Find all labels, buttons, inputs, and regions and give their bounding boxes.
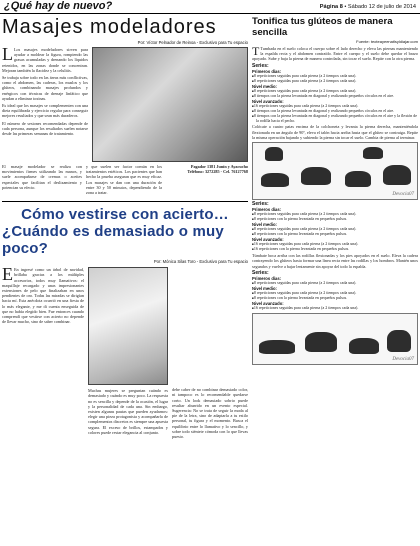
- list-item: ■ 8 repeticiones seguidas para cada pierna (a 2 tiempos cada una).: [252, 227, 418, 232]
- massage-paragraph: Se trabaja sobre todo en las áreas más conflictivas, como el abdomen, las caderas, los muslos y los glúteos, combinando masajes profundos y enérgicos con técnicas de drenaje linfático que ayudan a eliminar toxinas.: [2, 75, 88, 101]
- massage-photo: [92, 47, 248, 162]
- toning-source: Fuente: teoteayeenatlsyldiajar.com: [356, 39, 418, 44]
- list-item: ■ 8 tiempos con la pierna levantada en diagonal y realizando pequeños círculos en el aire y la flexión de la rodilla hacia el pecho.: [252, 114, 418, 124]
- list-item: ■ 8 repeticiones seguidas para cada pierna (a 2 tiempos cada una).: [252, 281, 418, 286]
- massage-paragraph: El número de sesiones recomendadas depende de cada persona, aunque los resultados suelen notarse desde las primeras semanas de tratamiento.: [2, 120, 88, 137]
- image-caption: Devocia07: [392, 356, 414, 362]
- section-divider: [2, 201, 248, 202]
- toning-paragraph: Colócate a cuatro patas encima de la colchoneta y levanta la pierna derecha, manteniéndola flexionada en un ángulo de 90º, eleva el talón hacia arriba hasta que el glúteo se contraiga. Repite la misma operación bajando y subiendo la pierna sin tocar el suelo. Cambia de pierna al terminar.: [252, 124, 418, 140]
- toning-title: Tonifica tus glúteos de manera sencilla: [252, 16, 393, 38]
- massage-title: Masajes modeladores: [2, 16, 217, 38]
- page-header: [0, 0, 420, 14]
- list-item: ■ 8 tiempos con la pierna levantada en diagonal y realizando pequeños círculos en el aire.: [252, 94, 418, 99]
- level-heading: Nivel medio:: [252, 222, 277, 228]
- figure-shape: [301, 167, 331, 185]
- list-item: ■ 16 repeticiones con la pierna levantada en pequeños pulsos.: [252, 247, 418, 252]
- massage-contact: Pagador 1381 Junín y Ayacucho: [190, 164, 248, 169]
- massage-text-col1: L Los masajes modeladores sirven para ayudar a moldear la figura, rompiendo las grasas acumuladas y drenando los líquidos retenidos, en las zonas donde se concentran. Mejoran también la flacidez y la celulitis. Se trabaja sobre todo en las áreas más conflictivas, como el abdomen, las caderas, los muslos y los glúteos, combinando masajes profundos y enérgicos con técnicas de drenaje linfático que ayudan a eliminar toxinas. Es ideal que los masajes se complementen con una dieta equilibrada y ejercicio regular para conseguir mejores resultados y que sean más duraderos. El número de sesiones recomendadas depende de cada persona, aunque los resultados suelen notarse desde las primeras semanas de tratamiento.: [2, 44, 88, 137]
- fashion-paragraph: Muchas mujeres se preguntan cuándo es demasiado y cuándo es muy poco. La respuesta no es sencilla y depende de la ocasión, el lugar y la personalidad de cada una. Sin embargo, existen algunas pautas que pueden ayudarnos: elegir una pieza protagonista y acompañarla de complementos discretos es siempre una apuesta segura. El exceso de brillos, estampados y colores puede restar elegancia al conjunto.: [88, 388, 168, 435]
- fashion-photo: [88, 267, 168, 385]
- list-item: ■ 16 repeticiones seguidas para cada pierna (a 2 tiempos cada una).: [252, 104, 418, 109]
- list-item: ■ 8 repeticiones seguidas para cada pierna (a 2 tiempos cada una).: [252, 212, 418, 217]
- massage-paragraph: Es ideal que los masajes se complementen con una dieta equilibrada y ejercicio regular para conseguir mejores resultados y que sean más duraderos.: [2, 103, 88, 119]
- level-heading: Nivel avanzado:: [252, 300, 284, 306]
- figure-shape: [349, 338, 379, 354]
- figure-shape: [387, 330, 411, 352]
- figure-shape: [345, 171, 371, 187]
- exercise-illustration: [252, 313, 418, 365]
- level-heading: Nivel medio:: [252, 285, 277, 291]
- list-item: ■ 16 repeticiones seguidas para cada pierna (a 2 tiempos cada una).: [252, 242, 418, 247]
- series-heading: Series:: [252, 269, 269, 276]
- figure-shape: [261, 173, 289, 187]
- series-heading: Series:: [252, 62, 269, 69]
- level-heading: Primeros días:: [252, 207, 282, 213]
- fashion-byline: Por: Mónica Silas Toro - Exclusivo para Tu espacio: [153, 259, 248, 265]
- list-item: ■ 8 repeticiones con la pierna levantada en pequeños pulsos.: [252, 232, 418, 237]
- massage-paragraph: El masaje modelador se realiza con movimientos firmes utilizando las manos, y suele acompañarse de cremas o aceites especiales que facilitan el deslizamiento y potencian su efecto.: [2, 164, 82, 190]
- toning-intro: Tumbada en el suelo coloca el cuerpo sobre el lado derecho y eleva las piernas manteniendo la espalda recta y el abdomen contraído. Entre el cuerpo y el suelo debe quedar el brazo apoyado. Sube y baja la pierna de manera controlada, sin tocar el suelo. Repite con la otra pierna.: [252, 46, 418, 62]
- list-item: ■ 16 repeticiones seguidas para cada pierna (a 2 tiempos cada una).: [252, 306, 418, 311]
- fashion-paragraph: En ingresé como un árbol de navidad, brillaba gracias a los múltiples accesorios, todos muy llamativos: el maquillaje recargado y unas impresionantes extensiones de pelo que finalizaban en unos pendientes de oro. Todas las miradas se dirigían hacia mí. Esta anécdota ocurrió en una fiesta de lo más elegante, y me di cuenta enseguida de que no había elegido bien. Fue entonces cuando comprendí que vestirse con acierto no depende de llevar mucho, sino de saber combinar.: [2, 267, 84, 325]
- level-heading: Nivel medio:: [252, 83, 277, 89]
- massage-paragraph: y que suelen ser factor común en los tratamientos estéticos. Los pacientes que han hecho la prueba aseguran que es muy eficaz. Los masajes se dan con una duración de entre 30 y 50 minutos, dependiendo de la zona a tratar.: [86, 164, 162, 196]
- list-item: ■ 8 repeticiones seguidas para cada pierna (a 2 tiempos cada una).: [252, 291, 418, 296]
- massage-intro: Los masajes modeladores sirven para ayudar a moldear la figura, rompiendo las grasas acumuladas y drenando los líquidos retenidos, en las zonas donde se concentran. Mejoran también la flacidez y la celulitis.: [2, 47, 88, 73]
- fashion-paragraph: debe caber de no combinar demasiado color, ni tampoco es lo recomendable quedarse corto. Un look demasiado sobrio puede resultar aburrido en un evento especial. Sugerencia: No se trata de seguir la moda al pie de la letra, sino de adaptarla a tu estilo personal, tu figura y el momento. Busca el equilibrio entre lo llamativo y lo sencillo, y sobre todo siéntete cómoda con lo que llevas puesto.: [172, 387, 248, 440]
- figure-shape: [259, 340, 295, 354]
- level-heading: Nivel avanzado:: [252, 237, 284, 243]
- section-title: ¿Qué hay de nuevo?: [4, 0, 113, 12]
- fashion-title: ¿Cuándo es demasiado o muy poco?: [2, 223, 224, 258]
- toning-paragraph: Túmbate boca arriba con las rodillas flexionadas y los pies apoyados en el suelo. Eleva la cadera contrayendo los glúteos hasta formar una línea recta entre las rodillas y los hombros. Mantén unos segundos y vuelve a bajar lentamente sin apoyar del todo la espalda.: [252, 253, 418, 269]
- level-heading: Nivel avanzado:: [252, 98, 284, 104]
- list-item: ■ 8 repeticiones seguidas para cada pierna (a 2 tiempos cada una).: [252, 89, 418, 94]
- series-heading: Series:: [252, 201, 269, 208]
- page-number: Página 8: [319, 4, 343, 10]
- list-item: ■ 8 tiempos con la pierna levantada en diagonal y realizando pequeños círculos en el aire.: [252, 109, 418, 114]
- figure-shape: [305, 332, 337, 352]
- list-item: ■ 8 repeticiones seguidas para cada pierna (a 2 tiempos cada una).: [252, 79, 418, 84]
- massage-byline: Por: Víctor Pelnador de Reinoa - Exclusivo para Tu espacio: [137, 40, 248, 45]
- fashion-title: Cómo vestirse con acierto…: [21, 206, 229, 224]
- list-item: ■ 8 repeticiones con la pierna levantada en pequeños pulsos.: [252, 217, 418, 222]
- left-column: Masajes modeladores Por: Víctor Pelnador de Reinoa - Exclusivo para Tu espacio L Los masajes modeladores sirven para ayudar a moldear la figura, rompiendo las grasas acumuladas y drenando los líquidos retenidos, en las zonas donde se concentran. Mejoran también la flacidez y la celulitis. Se trabaja sobre todo en las áreas más conflictivas, como el abdomen, las caderas, los muslos y los glúteos, combinando masajes profundos y enérgicos con técnicas de drenaje linfático que ayudan a eliminar toxinas. Es ideal que los masajes se complementen con una dieta equilibrada y ejercicio regular para conseguir mejores resultados y que sean más duraderos. El número de sesiones recomendadas depende de cada persona, aunque los resultados suelen notarse desde las primeras semanas de tratamiento. El masaje modelador se realiza con movimientos firmes utilizando las manos, y suele acompañarse de cremas o aceites especiales que facilitan el deslizamiento y potencian su efecto. y que suelen ser factor común en los tratamientos estéticos. Los pacientes que han hecho la prueba aseguran que es muy eficaz. Los masajes se dan con una duración de entre 30 y 50 minutos, dependiendo de la zona a tratar. Pagador 1381 Junín y Ayacucho Teléfono: 3272285 - Cel. 76127768 Cómo vestirse con acierto… ¿Cuándo es demasiado o muy poco? Por: Mónica Silas Toro - Exclusivo para Tu espacio E En ingresé como un árbol de navidad, brillaba gracias a los múltiples accesorios, todos muy llamativos: el maquillaje recargado y unas impresionantes extensiones de pelo que finalizaban en unos pendientes de oro. Todas las miradas se dirigían hacia mí. Esta anécdota ocurrió en una fiesta de lo más elegante, y me di cuenta enseguida de que no había elegido bien. Fue entonces cuando comprendí que vestirse con acierto no depende de llevar mucho, sino de saber combinar. Muchas mujeres se preguntan cuándo es demasiado y cuándo es muy poco. La respuesta no es sencilla y depende de la ocasión, el lugar y la personalidad de cada una. Sin embargo, existen algunas pautas que pueden ayudarnos: elegir una pieza protagonista y acompañarla de complementos discretos es siempre una apuesta segura. El exceso de brillos, estampados y colores puede restar elegancia al conjunto. debe caber de no combinar demasiado color, ni tampoco es lo recomendable quedarse corto. Un look demasiado sobrio puede resultar aburrido en un evento especial. Sugerencia: No se trata de seguir la moda al pie de la letra, sino de adaptarla a tu estilo personal, tu figura y el momento. Busca el equilibrio entre lo llamativo y lo sencillo, y sobre todo siéntete cómoda con lo que llevas puesto.: [2, 16, 248, 440]
- level-heading: Primeros días:: [252, 68, 282, 74]
- list-item: ■ 8 repeticiones seguidas para cada pierna (a 2 tiempos cada una).: [252, 74, 418, 79]
- image-caption: Devocia07: [392, 192, 414, 198]
- figure-shape: [265, 147, 283, 161]
- figure-shape: [383, 165, 411, 185]
- figure-shape: [363, 147, 383, 159]
- list-item: ■ 8 repeticiones con la pierna levantada en pequeños pulsos.: [252, 296, 418, 301]
- right-column: Tonifica tus glúteos de manera sencilla Fuente: teoteayeenatlsyldiajar.com T Tumbada en el suelo coloca el cuerpo sobre el lado derecho y eleva las piernas manteniendo la espalda recta y el abdomen contraído. Entre el cuerpo y el suelo debe quedar el brazo apoyado. Sube y baja la pierna de manera controlada, sin tocar el suelo. Repite con la otra pierna. Series: Primeros días: ■ 8 repeticiones seguidas para cada pierna (a 2 tiempos cada una). ■ 8 repeticiones seguidas para cada pierna (a 2 tiempos cada una). Nivel medio: ■ 8 repeticiones seguidas para cada pierna (a 2 tiempos cada una). ■ 8 tiempos con la pierna levantada en diagonal y realizando pequeños círculos en el aire. Nivel avanzado: ■ 16 repeticiones seguidas para cada pierna (a 2 tiempos cada una). ■ 8 tiempos con la pierna levantada en diagonal y realizando pequeños círculos en el aire. ■ 8 tiempos con la pierna levantada en diagonal y realizando pequeños círculos en el aire y la flexión de la rodilla hacia el pecho. Colócate a cuatro patas encima de la colchoneta y levanta la pierna derecha, manteniéndola flexionada en un ángulo de 90º, eleva el talón hacia arriba hasta que el glúteo se contraiga. Repite la misma operación bajando y subiendo la pierna sin tocar el suelo. Cambia de pierna al terminar. Devocia07 Series: Primeros días: ■ 8 repeticiones seguidas para cada pierna (a 2 tiempos cada una). ■ 8 repeticiones con la pierna levantada en pequeños pulsos. Nivel medio: ■ 8 repeticiones seguidas para cada pierna (a 2 tiempos cada una). ■ 8 repeticiones con la pierna levantada en pequeños pulsos. Nivel avanzado: ■ 16 repeticiones seguidas para cada pierna (a 2 tiempos cada una). ■ 16 repeticiones con la pierna levantada en pequeños pulsos. Túmbate boca arriba con las rodillas flexionadas y los pies apoyados en el suelo. Eleva la cadera contrayendo los glúteos hasta formar una línea recta entre las rodillas y los hombros. Mantén unos segundos y vuelve a bajar lentamente sin apoyar del todo la espalda. Series: Primeros días: ■ 8 repeticiones seguidas para cada pierna (a 2 tiempos cada una). Nivel medio: ■ 8 repeticiones seguidas para cada pierna (a 2 tiempos cada una). ■ 8 repeticiones con la pierna levantada en pequeños pulsos. Nivel avanzado: ■ 16 repeticiones seguidas para cada pierna (a 2 tiempos cada una). Devocia07: [252, 16, 418, 365]
- massage-phone: Teléfono: 3272285 - Cel. 76127768: [187, 169, 248, 175]
- level-heading: Primeros días:: [252, 275, 282, 281]
- exercise-illustration: [252, 142, 418, 200]
- issue-info: [320, 2, 416, 12]
- issue-date: • Sábado 12 de julio de 2014: [342, 4, 416, 10]
